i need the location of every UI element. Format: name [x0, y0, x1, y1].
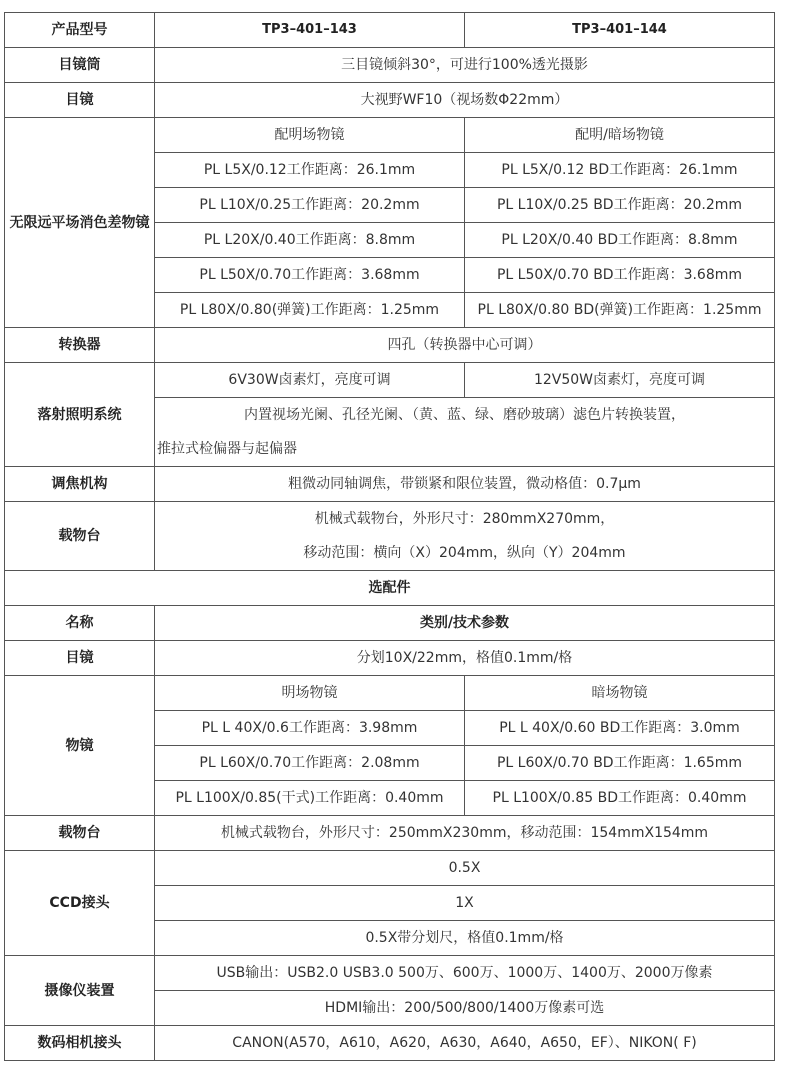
model-a: TP3–401–143 [155, 13, 465, 48]
opt-objectives-title-row [5, 676, 775, 711]
stage-detail [155, 502, 775, 571]
opt-stage-row [5, 816, 775, 851]
opt-eyepiece-value: 分划10X/22mm，格值0.1mm/格 [155, 641, 775, 676]
spec-table [4, 12, 775, 1061]
camera-label: 摄像仪装置 [5, 956, 155, 1026]
opt-objective-cell: PL L60X/0.70 BD工作距离：1.65mm [465, 746, 775, 781]
model-b: TP3–401–144 [465, 13, 775, 48]
digital-camera-value: CANON(A570，A610，A620，A630，A640，A650，EF）、NIKON( F) [155, 1026, 775, 1061]
objective-cell: PL L20X/0.40 BD工作距离：8.8mm [465, 223, 775, 258]
header-row [5, 13, 775, 48]
opt-objectives-col-a-title: 明场物镜 [155, 676, 465, 711]
eyepiece-label: 目镜 [5, 83, 155, 118]
optional-params-header: 类别/技术参数 [155, 606, 775, 641]
opt-eyepiece-row [5, 641, 775, 676]
illumination-line-2: 推拉式检偏器与起偏器 [157, 441, 297, 457]
objectives-label: 无限远平场消色差物镜 [5, 118, 155, 328]
focusing-row [5, 467, 775, 502]
objective-cell: PL L80X/0.80(弹簧)工作距离：1.25mm [155, 293, 465, 328]
objective-cell: PL L50X/0.70工作距离：3.68mm [155, 258, 465, 293]
eyepiece-row [5, 83, 775, 118]
focusing-label: 调焦机构 [5, 467, 155, 502]
nosepiece-label: 转换器 [5, 328, 155, 363]
illumination-line-1: 内置视场光阑、孔径光阑、（黄、蓝、绿、磨砂玻璃）滤色片转换装置， [244, 407, 685, 423]
objective-cell: PL L10X/0.25工作距离：20.2mm [155, 188, 465, 223]
objective-cell: PL L5X/0.12 BD工作距离：26.1mm [465, 153, 775, 188]
ccd-item: 0.5X带分划尺，格值0.1mm/格 [155, 921, 775, 956]
optional-section-row [5, 571, 775, 606]
opt-stage-value: 机械式载物台，外形尺寸：250mmX230mm，移动范围：154mmX154mm [155, 816, 775, 851]
opt-objectives-label: 物镜 [5, 676, 155, 816]
lamp-b: 12V50W卤素灯，亮度可调 [465, 363, 775, 398]
opt-eyepiece-label: 目镜 [5, 641, 155, 676]
ccd-item: 0.5X [155, 851, 775, 886]
objectives-col-b-title: 配明/暗场物镜 [465, 118, 775, 153]
opt-objective-cell: PL L 40X/0.60 BD工作距离：3.0mm [465, 711, 775, 746]
illumination-label: 落射照明系统 [5, 363, 155, 467]
digital-camera-row [5, 1026, 775, 1061]
ccd-label: CCD接头 [5, 851, 155, 956]
nosepiece-value: 四孔（转换器中心可调） [155, 328, 775, 363]
ccd-item: 1X [155, 886, 775, 921]
lamp-a: 6V30W卤素灯，亮度可调 [155, 363, 465, 398]
opt-objective-cell: PL L60X/0.70工作距离：2.08mm [155, 746, 465, 781]
eyepiece-value: 大视野WF10（视场数Φ22mm） [155, 83, 775, 118]
stage-row [5, 502, 775, 571]
optional-section-title: 选配件 [5, 571, 775, 606]
digital-camera-label: 数码相机接头 [5, 1026, 155, 1061]
objective-cell: PL L5X/0.12工作距离：26.1mm [155, 153, 465, 188]
objective-cell: PL L50X/0.70 BD工作距离：3.68mm [465, 258, 775, 293]
ccd-row [5, 851, 775, 886]
header-label: 产品型号 [5, 13, 155, 48]
objective-cell: PL L10X/0.25 BD工作距离：20.2mm [465, 188, 775, 223]
camera-hdmi: HDMI输出：200/500/800/1400万像素可选 [155, 991, 775, 1026]
stage-line-2: 移动范围：横向（X）204mm，纵向（Y）204mm [303, 545, 626, 561]
focusing-value: 粗微动同轴调焦，带锁紧和限位装置，微动格值：0.7μm [155, 467, 775, 502]
eyepiece-tube-value: 三目镜倾斜30°，可进行100%透光摄影 [155, 48, 775, 83]
objectives-col-a-title: 配明场物镜 [155, 118, 465, 153]
camera-usb: USB输出：USB2.0 USB3.0 500万、600万、1000万、1400万、2000万像素 [155, 956, 775, 991]
illumination-lamp-row [5, 363, 775, 398]
optional-name-header: 名称 [5, 606, 155, 641]
opt-objective-cell: PL L 40X/0.6工作距离：3.98mm [155, 711, 465, 746]
eyepiece-tube-row [5, 48, 775, 83]
opt-stage-label: 载物台 [5, 816, 155, 851]
eyepiece-tube-label: 目镜筒 [5, 48, 155, 83]
opt-objectives-col-b-title: 暗场物镜 [465, 676, 775, 711]
illumination-detail [155, 398, 775, 467]
objective-cell: PL L20X/0.40工作距离：8.8mm [155, 223, 465, 258]
objective-cell: PL L80X/0.80 BD(弹簧)工作距离：1.25mm [465, 293, 775, 328]
opt-objective-cell: PL L100X/0.85 BD工作距离：0.40mm [465, 781, 775, 816]
optional-header-row [5, 606, 775, 641]
stage-label: 载物台 [5, 502, 155, 571]
camera-usb-row [5, 956, 775, 991]
opt-objective-cell: PL L100X/0.85(干式)工作距离：0.40mm [155, 781, 465, 816]
nosepiece-row [5, 328, 775, 363]
stage-line-1: 机械式载物台，外形尺寸：280mmX270mm， [314, 511, 615, 527]
objectives-title-row [5, 118, 775, 153]
